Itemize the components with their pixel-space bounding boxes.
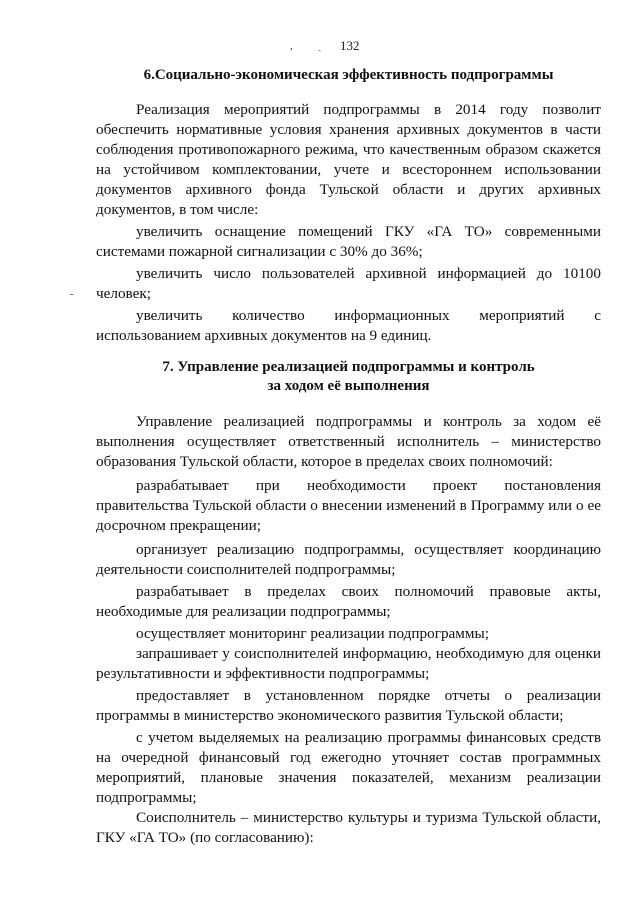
list-item: осуществляет мониторинг реализации подпрограммы; [136, 625, 489, 642]
scan-mark: , [290, 40, 293, 52]
section-7-heading-line1: 7. Управление реализацией подпрограммы и контроль [162, 359, 535, 375]
list-item: предоставляет в установленном порядке отчеты о реализации программы в министерство экономического развития Тульской области; [96, 687, 601, 724]
section-7-coexecutor: Соисполнитель – министерство культуры и туризма Тульской области, ГКУ «ГА ТО» (по согласованию): [96, 809, 601, 846]
list-item: разрабатывает при необходимости проект постановления правительства Тульской области о внесении изменений в Программу или о ее досрочном прекращении; [96, 477, 601, 534]
list-item: запрашивает у соисполнителей информацию, необходимую для оценки результативности и эффективности подпрограммы; [96, 645, 601, 682]
scan-mark: - [70, 288, 74, 300]
list-item: увеличить оснащение помещений ГКУ «ГА ТО» современными системами пожарной сигнализации с 30% до 36%; [96, 223, 601, 260]
page-number: 132 [340, 38, 360, 53]
section-7-heading-line2: за ходом её выполнения [267, 378, 430, 394]
list-item: организует реализацию подпрограммы, осуществляет координацию деятельности соисполнителей подпрограммы; [96, 541, 601, 578]
section-6-intro: Реализация мероприятий подпрограммы в 2014 году позволит обеспечить нормативные условия хранения архивных документов в части соблюдения противопожарного режима, что качественным образом скажется на устойчивом комплектовании, учете и всестороннем использовании документов архивного фонда Тульской области и других архивных документов, в том числе: [96, 101, 601, 218]
section-6-heading: 6.Социально-экономическая эффективность подпрограммы [143, 67, 554, 83]
list-item: разрабатывает в пределах своих полномочий правовые акты, необходимые для реализации подпрограммы; [96, 583, 601, 620]
section-7-intro: Управление реализацией подпрограммы и контроль за ходом её выполнения осуществляет ответственный исполнитель – министерство образования Тульской области, которое в пределах своих полномочий: [96, 413, 601, 470]
list-item: с учетом выделяемых на реализацию программы финансовых средств на очередной финансовый год ежегодно уточняет состав программных мероприятий, плановые значения показателей, механизм реализации подпрограммы; [96, 729, 601, 806]
section-7-heading [96, 358, 601, 396]
list-item: увеличить число пользователей архивной информацией до 10100 человек; [96, 265, 601, 302]
scan-mark: ˏ [318, 40, 322, 52]
list-item: увеличить количество информационных мероприятий с использованием архивных документов на 9 единиц. [96, 307, 601, 344]
